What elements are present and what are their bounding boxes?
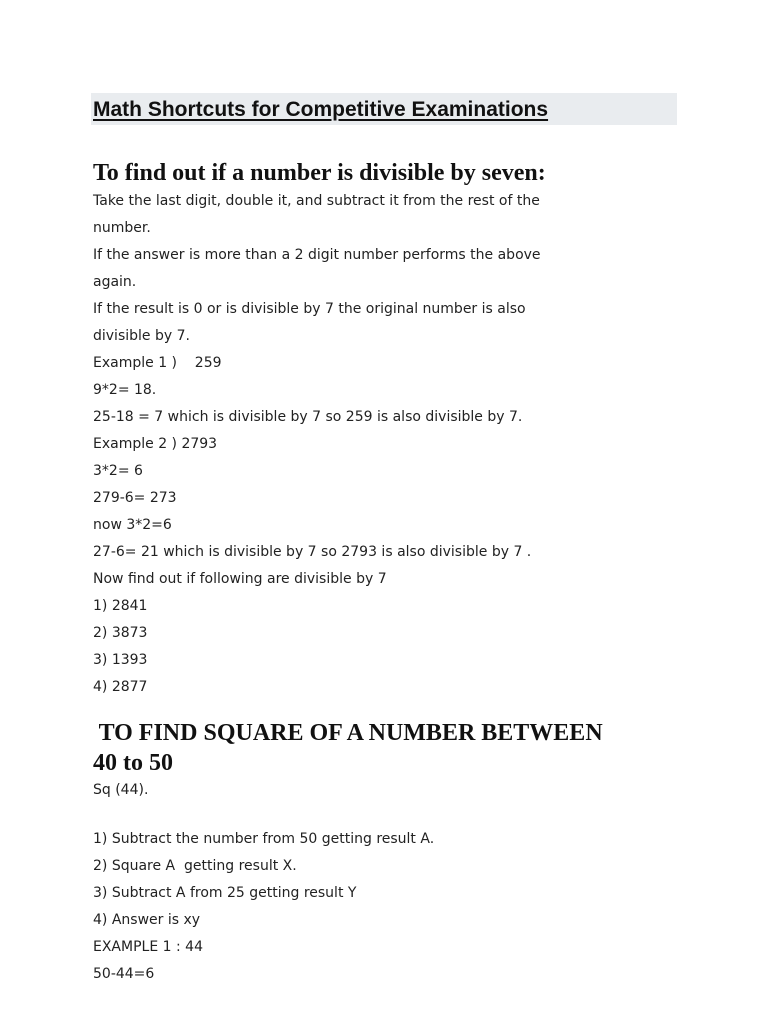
text-line: 4) 2877 [93, 679, 148, 695]
text-line: now 3*2=6 [93, 517, 172, 533]
document-title: Math Shortcuts for Competitive Examinations [93, 98, 549, 121]
text-line: 279-6= 273 [93, 490, 177, 506]
text-line: 1) 2841 [93, 598, 148, 614]
blank-line [93, 804, 434, 826]
section-heading-square-40-to-50 [93, 718, 603, 778]
section-body-square-40-to-50 [93, 777, 434, 988]
text-line: Take the last digit, double it, and subtract it from the rest of the [93, 193, 540, 209]
text-line: 9*2= 18. [93, 382, 157, 398]
text-line: 2) Square A getting result X. [93, 858, 297, 874]
text-line: 25-18 = 7 which is divisible by 7 so 259 is also divisible by 7. [93, 409, 523, 425]
text-line: 3*2= 6 [93, 463, 143, 479]
text-line: divisible by 7. [93, 328, 190, 344]
text-line: again. [93, 274, 137, 290]
text-line: 27-6= 21 which is divisible by 7 so 2793 is also divisible by 7 . [93, 544, 532, 560]
text-line: 4) Answer is xy [93, 912, 201, 928]
text-line: If the answer is more than a 2 digit number performs the above [93, 247, 541, 263]
heading-line: 40 to 50 [93, 750, 173, 776]
text-line: Example 2 ) 2793 [93, 436, 218, 452]
text-line: If the result is 0 or is divisible by 7 the original number is also [93, 301, 526, 317]
text-line: 1) Subtract the number from 50 getting result A. [93, 831, 435, 847]
section-body-divisible-by-seven [93, 188, 541, 701]
text-line: Now find out if following are divisible by 7 [93, 571, 387, 587]
text-line: EXAMPLE 1 : 44 [93, 939, 203, 955]
text-line: 3) Subtract A from 25 getting result Y [93, 885, 357, 901]
text-line: Example 1 ) 259 [93, 355, 222, 371]
text-line: Sq (44). [93, 782, 149, 798]
text-line: 50-44=6 [93, 966, 155, 982]
text-line: 2) 3873 [93, 625, 148, 641]
text-line: 3) 1393 [93, 652, 148, 668]
section-heading-divisible-by-seven: To find out if a number is divisible by seven: [93, 160, 546, 186]
text-line: number. [93, 220, 151, 236]
heading-line: TO FIND SQUARE OF A NUMBER BETWEEN [93, 720, 603, 746]
